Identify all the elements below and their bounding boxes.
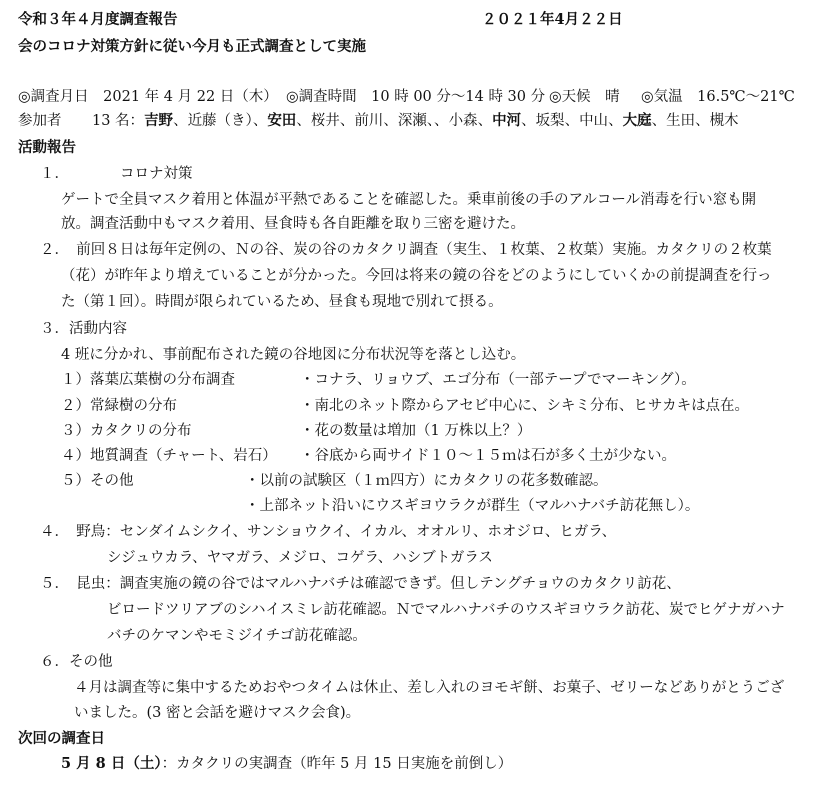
participant-name: 前川: [354, 113, 384, 129]
activity-item-detail: ・コナラ、リョウブ、エゴ分布（一部テープでマーキング）。: [300, 372, 696, 388]
next-survey-date: 5 月 8 日（土）: [61, 755, 162, 772]
participant-name: 中山: [579, 113, 609, 129]
participant-name: 大庭: [622, 112, 652, 129]
section-6-title: ６．その他: [40, 654, 113, 670]
participants-count: 13 名：: [92, 113, 145, 129]
report-date: ２０２１年4月２２日: [482, 11, 623, 28]
participant-name: 吉野: [144, 112, 174, 129]
section-5-text: ５． 昆虫：調査実施の鏡の谷ではマルハナバチは確認できず。但しテングチョウのカタクリ訪花、: [40, 576, 681, 592]
report-subtitle: 会のコロナ対策方針に従い今月も正式調査として実施: [18, 38, 366, 55]
name-separator: 、: [521, 113, 536, 129]
activity-item-label: ５）その他: [61, 473, 134, 489]
section-2-text: た（第１回）。時間が限られているため、昼食も現地で別れて摂る。: [61, 294, 503, 310]
name-separator: 、: [651, 113, 667, 129]
section-6-text: ４月は調査等に集中するためおやつタイムは休止、差し入れのヨモギ餅、お菓子、ゼリーなどありがとうござ: [74, 680, 785, 696]
name-separator: 、: [252, 113, 268, 129]
activity-report-heading: 活動報告: [18, 139, 76, 156]
section-3-intro: 4 班に分かれ、事前配布された鏡の谷地図に分布状況等を落とし込む。: [61, 347, 526, 363]
section-4-text: ４． 野鳥：センダイムシクイ、サンショウクイ、イカル、オオルリ、ホオジロ、ヒガラ、: [40, 524, 617, 540]
name-separator: 、: [564, 113, 580, 129]
survey-date: ◎調査月日 2021 年 4 月 22 日（木）: [18, 89, 278, 105]
next-survey-detail: ：カタクリの実調査（昨年 5 月 15 日実施を前倒し）: [161, 756, 513, 772]
name-separator: 、: [383, 113, 398, 129]
name-separator: 、: [173, 113, 188, 129]
participant-name: 深瀬: [397, 113, 427, 129]
report-title: 令和３年４月度調査報告: [18, 11, 178, 28]
next-survey-heading: 次回の調査日: [18, 730, 105, 747]
section-2-text: ２． 前回８日は毎年定例の、Ｎの谷、炭の谷のカタクリ調査（実生、１枚葉、２枚葉）実施。カタクリの２枚葉: [40, 242, 772, 258]
section-5-text: ビロードツリアブのシハイスミレ訪花確認。Ｎでマルハナバチのウスギヨウラク訪花、炭でヒゲナガハナ: [107, 602, 785, 618]
activity-item-detail: ・以前の試験区（１ｍ四方）にカタクリの花多数確認。: [245, 473, 608, 489]
survey-time: ◎調査時間 10 時 00 分～14 時 30 分: [286, 89, 546, 105]
section-3-title: ３．活動内容: [40, 321, 127, 337]
activity-item-detail: ・南北のネット際からアセビ中心に、シキミ分布、ヒサカキは点在。: [300, 398, 750, 414]
activity-item-label: ３）カタクリの分布: [61, 423, 192, 439]
participant-names: [144, 113, 739, 129]
name-separator: 、、: [426, 113, 449, 129]
section-1-title: コロナ対策: [120, 166, 193, 182]
activity-item-label: ４）地質調査（チャート、岩石）: [61, 448, 277, 464]
participant-name: 桜井: [310, 113, 340, 129]
temperature: ◎気温 16.5℃～21℃: [641, 89, 795, 105]
name-separator: 、: [296, 113, 311, 129]
weather: ◎天候 晴: [549, 89, 620, 105]
name-separator: 、: [477, 113, 493, 129]
participant-name: 槻木: [709, 113, 739, 129]
participants-list: [92, 112, 739, 130]
activity-item-label: ２）常緑樹の分布: [61, 398, 177, 414]
participants-label: 参加者: [18, 113, 62, 129]
participant-name: 小森: [448, 113, 478, 129]
activity-item-detail: ・花の数量は増加（1 万株以上？）: [300, 423, 532, 439]
section-1-text: 放。調査活動中もマスク着用、昼食時も各自距離を取り三密を避けた。: [61, 216, 525, 232]
participant-name: 坂梨: [535, 113, 565, 129]
activity-item-label: １）落葉広葉樹の分布調査: [61, 372, 235, 388]
section-1-text: ゲートで全員マスク着用と体温が平熱であることを確認した。乗車前後の手のアルコール消毒を行い窓も開: [61, 192, 757, 208]
activity-item-detail: ・谷底から両サイド１０～１５ｍは石が多く土が少ない。: [300, 448, 676, 464]
section-4-text: シジュウカラ、ヤマガラ、メジロ、コゲラ、ハシブトガラス: [107, 550, 493, 566]
participant-name: 安田: [267, 112, 297, 129]
name-separator: 、: [608, 113, 623, 129]
name-separator: 、: [695, 113, 710, 129]
next-survey-row: [61, 755, 512, 773]
section-6-text: いました。(3 密と会話を避けマスク会食)。: [74, 705, 361, 721]
activity-item-detail: ・上部ネット沿いにウスギヨウラクが群生（マルハナバチ訪花無し）。: [245, 498, 700, 514]
participant-name: 生田: [666, 113, 696, 129]
participant-name: 中河: [492, 112, 522, 129]
section-1-number: １．: [40, 166, 69, 182]
section-5-text: バチのケマンやモミジイチゴ訪花確認。: [107, 628, 367, 644]
section-2-text: （花）が昨年より増えていることが分かった。今回は将来の鏡の谷をどのようにしていくかの前提調査を行っ: [61, 268, 772, 284]
participant-name: 近藤（き）: [187, 113, 253, 129]
name-separator: 、: [339, 113, 355, 129]
